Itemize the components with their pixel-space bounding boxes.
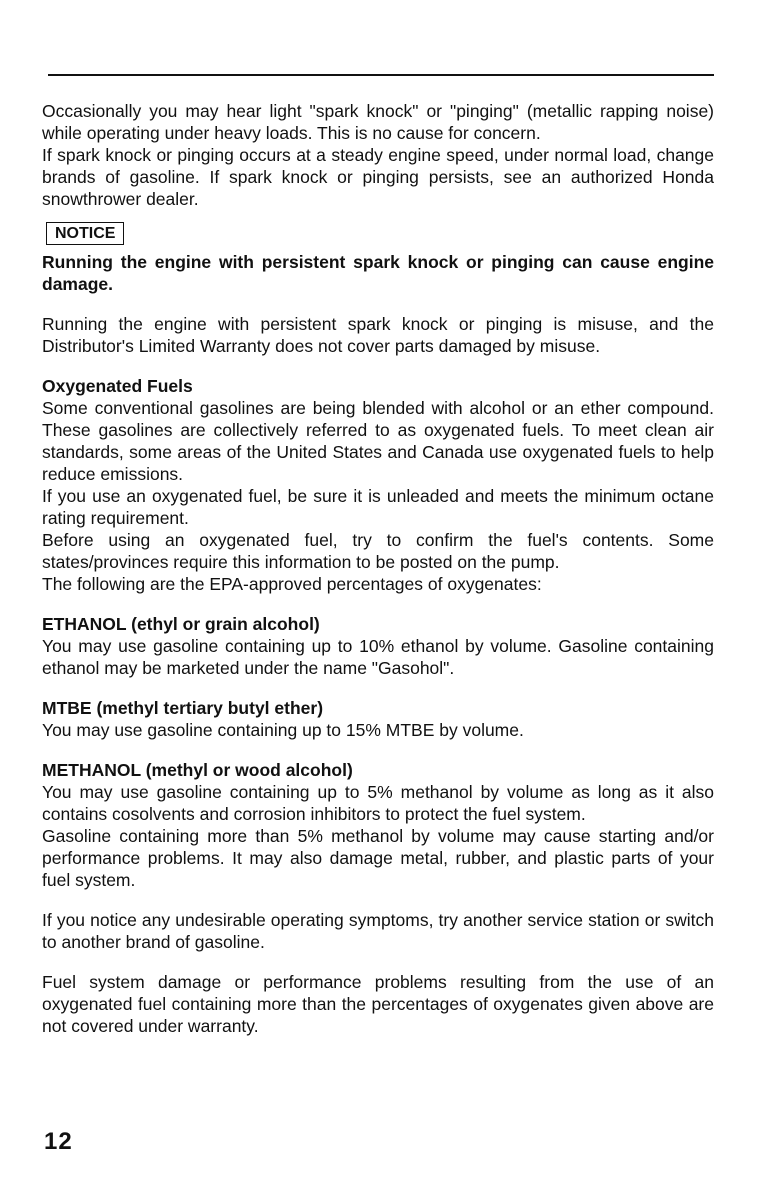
oxygenated-paragraph-3: Before using an oxygenated fuel, try to confirm the fuel's contents. Some states/provinces require this information to be posted on the pump.	[42, 530, 714, 572]
methanol-paragraph-1: You may use gasoline containing up to 5% methanol by volume as long as it also contains cosolvents and corrosion inhibitors to protect the fuel system.	[42, 782, 714, 824]
intro-paragraph-change-brands: If spark knock or pinging occurs at a steady engine speed, under normal load, change brands of gasoline. If spark knock or pinging persists, see an authorized Honda snowthrower dealer.	[42, 145, 714, 209]
top-rule	[48, 74, 714, 76]
oxygenated-paragraph-1: Some conventional gasolines are being blended with alcohol or an ether compound. These gasolines are collectively referred to as oxygenated fuels. To meet clean air standards, some areas of the United States and Canada use oxygenated fuels to help reduce emissions.	[42, 398, 714, 484]
oxygenated-paragraph-4: The following are the EPA-approved percentages of oxygenates:	[42, 574, 542, 594]
misuse-paragraph: Running the engine with persistent spark knock or pinging is misuse, and the Distributor's Limited Warranty does not cover parts damaged by misuse.	[42, 314, 714, 356]
methanol-heading: METHANOL (methyl or wood alcohol)	[42, 760, 353, 780]
notice-label: NOTICE	[46, 222, 124, 245]
page-content	[42, 100, 714, 1037]
warranty-paragraph: Fuel system damage or performance problems resulting from the use of an oxygenated fuel containing more than the percentages of oxygenates given above are not covered under warranty.	[42, 972, 714, 1036]
oxygenated-fuels-heading: Oxygenated Fuels	[42, 376, 193, 396]
mtbe-heading: MTBE (methyl tertiary butyl ether)	[42, 698, 324, 718]
manual-page	[42, 0, 717, 1202]
intro-paragraph-spark-knock: Occasionally you may hear light "spark knock" or "pinging" (metallic rapping noise) while operating under heavy loads. This is no cause for concern.	[42, 101, 714, 143]
notice-text: Running the engine with persistent spark knock or pinging can cause engine damage.	[42, 252, 714, 294]
symptoms-paragraph: If you notice any undesirable operating symptoms, try another service station or switch to another brand of gasoline.	[42, 910, 714, 952]
methanol-paragraph-2: Gasoline containing more than 5% methanol by volume may cause starting and/or performance problems. It may also damage metal, rubber, and plastic parts of your fuel system.	[42, 826, 714, 890]
oxygenated-paragraph-2: If you use an oxygenated fuel, be sure it is unleaded and meets the minimum octane rating requirement.	[42, 486, 714, 528]
page-number: 12	[44, 1128, 73, 1155]
ethanol-heading: ETHANOL (ethyl or grain alcohol)	[42, 614, 320, 634]
mtbe-text: You may use gasoline containing up to 15% MTBE by volume.	[42, 720, 524, 740]
ethanol-text: You may use gasoline containing up to 10% ethanol by volume. Gasoline containing ethanol may be marketed under the name "Gasohol".	[42, 636, 714, 678]
